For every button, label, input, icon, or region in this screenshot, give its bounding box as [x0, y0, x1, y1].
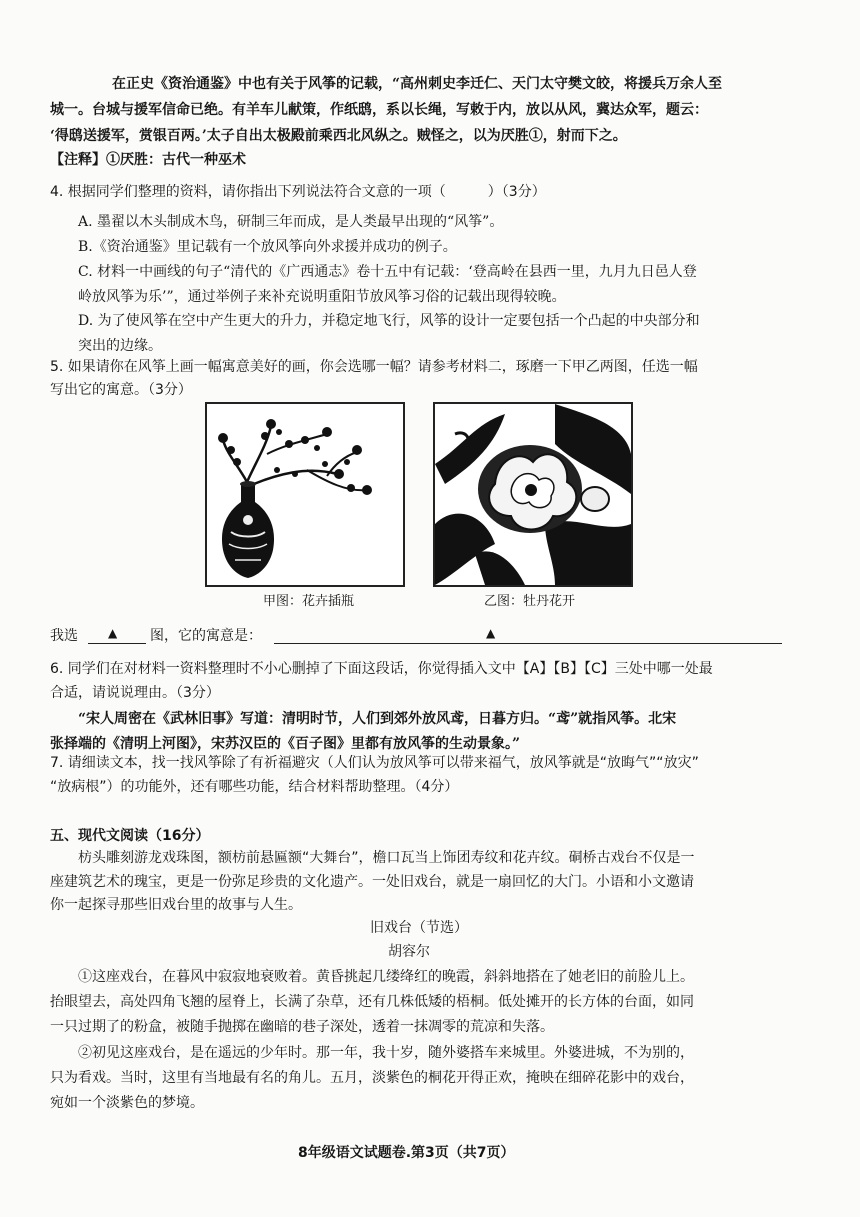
q4-option-c: C. 材料一中画线的句子“清代的《广西通志》卷十五中有记载：‘登高岭在县西一里，九月九日邑人登	[78, 264, 697, 280]
vase-illustration	[207, 404, 403, 585]
article-para-1-line-2: 抬眼望去，高处四角飞翘的屋脊上，长满了杂草，还有几株低矮的梧桐。低处摊开的长方体的台面，如同	[50, 994, 694, 1010]
q6-quote-2: 张择端的《清明上河图》，宋苏汉臣的《百子图》里都有放风筝的生动景象。”	[50, 736, 521, 752]
caption-picture-b: 乙图：牡丹花开	[484, 594, 576, 609]
q5-stem-1: 5. 如果请你在风筝上画一幅寓意美好的画，你会选哪一幅？请参考材料二，琢磨一下甲乙两图，任选一幅	[50, 359, 698, 375]
article-para-2-line-1: ②初见这座戏台，是在遥远的少年时。那一年，我十岁，随外婆搭车来城里。外婆进城，不为别的，	[78, 1045, 694, 1061]
section-5-heading: 五、现代文阅读（16分）	[50, 828, 210, 844]
picture-vase-flowers	[205, 402, 405, 587]
answer-blank-meaning[interactable]	[274, 643, 782, 644]
answer-prefix: 我选	[50, 628, 78, 644]
article-para-1-line-3: 一只过期了的粉盒，被随手抛掷在幽暗的巷子深处，透着一抹凋零的荒凉和失落。	[50, 1019, 554, 1035]
q7-line-2: “放病根”）的功能外，还有哪些功能，结合材料帮助整理。（4分）	[50, 779, 459, 795]
section-5-intro-2: 座建筑艺术的瑰宝，更是一份弥足珍贵的文化遗产。一处旧戏台，就是一扇回忆的大门。小语和小文邀请	[50, 874, 694, 890]
q7-line-1: 7. 请细读文本，找一找风筝除了有祈福避灾（人们认为放风筝可以带来福气，放风筝就是“放晦气”“放灾”	[50, 755, 699, 771]
answer-blank-marker-2: ▲	[486, 626, 496, 640]
q4-stem: 4. 根据同学们整理的资料，请你指出下列说法符合文意的一项（ ）（3分）	[50, 184, 546, 200]
article-para-2-line-3: 宛如一个淡紫色的梦境。	[50, 1095, 204, 1111]
section-5-intro-3: 你一起探寻那些旧戏台里的故事与人生。	[50, 897, 302, 913]
q4-option-b: B.《资治通鉴》里记载有一个放风筝向外求援并成功的例子。	[78, 239, 457, 255]
q4-option-a: A. 墨翟以木头制成木鸟，研制三年而成，是人类最早出现的“风筝”。	[78, 214, 504, 230]
article-para-1-line-1: ①这座戏台，在暮风中寂寂地衰败着。黄昏挑起几缕绛红的晚霞，斜斜地搭在了她老旧的前脸儿上。	[78, 969, 694, 985]
q6-quote-1: “宋人周密在《武林旧事》写道：清明时节，人们到郊外放风鸢，日暮方归。“鸢”就指风筝。北宋	[78, 711, 677, 727]
peony-illustration	[435, 404, 631, 585]
q4-option-c-cont: 岭放风筝为乐’”，通过举例子来补充说明重阳节放风筝习俗的记载出现得较晚。	[78, 289, 566, 305]
article-title: 旧戏台（节选）	[370, 920, 468, 936]
q4-option-d: D. 为了使风筝在空中产生更大的升力，并稳定地飞行，风筝的设计一定要包括一个凸起的中央部分和	[78, 313, 700, 329]
material-line-2: 城一。台城与援军信命已绝。有羊车儿献策，作纸鸱，系以长绳，写敕于内，放以从风，冀达众军，题云：	[50, 102, 708, 118]
picture-peony-blooming	[433, 402, 633, 587]
q4-option-d-cont: 突出的边缘。	[78, 338, 162, 354]
caption-picture-a: 甲图：花卉插瓶	[263, 594, 355, 609]
answer-blank-marker-1: ▲	[108, 626, 118, 640]
q6-stem-1: 6. 同学们在对材料一资料整理时不小心删掉了下面这段话，你觉得插入文中【A】【B】【C】三处中哪一处最	[50, 661, 713, 677]
answer-mid-text: 图，它的寓意是：	[150, 628, 262, 644]
q5-stem-2: 写出它的寓意。（3分）	[50, 382, 192, 398]
material-note: 【注释】①厌胜：古代一种巫术	[50, 152, 246, 168]
answer-blank-picture[interactable]	[88, 643, 146, 644]
page-footer: 8年级语文试题卷.第3页（共7页）	[298, 1145, 515, 1161]
q6-stem-2: 合适，请说说理由。（3分）	[50, 685, 220, 701]
material-line-3: ‘得鸱送援军，赏银百两。’太子自出太极殿前乘西北风纵之。贼怪之，以为厌胜①，射而下之。	[50, 128, 627, 144]
article-para-2-line-2: 只为看戏。当时，这里有当地最有名的角儿。五月，淡紫色的桐花开得正欢，掩映在细碎花影中的戏台，	[50, 1070, 694, 1086]
section-5-intro-1: 枋头雕刻游龙戏珠图，额枋前悬匾额“大舞台”，檐口瓦当上饰团寿纹和花卉纹。硐桥古戏台不仅是一	[78, 850, 695, 866]
article-author: 胡容尔	[388, 944, 430, 960]
material-line-1: 在正史《资治通鉴》中也有关于风筝的记载，“高州刺史李迁仁、天门太守樊文皎，将援兵万余人至	[112, 76, 723, 92]
